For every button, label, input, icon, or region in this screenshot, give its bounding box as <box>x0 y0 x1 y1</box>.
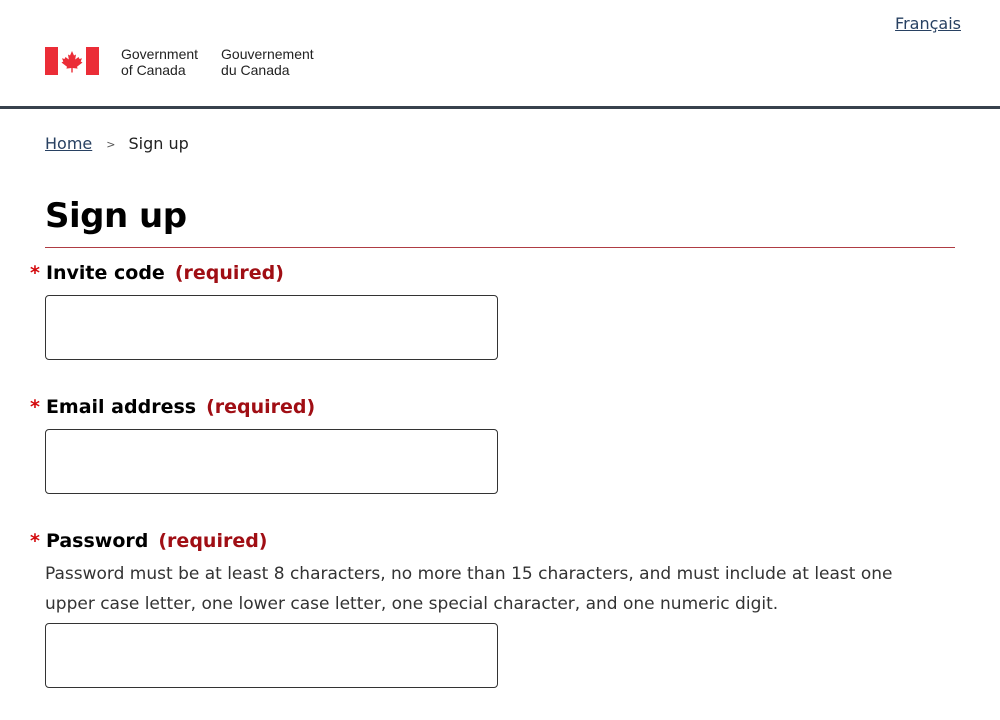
email-address-input[interactable] <box>45 429 498 494</box>
required-indicator: (required) <box>206 396 316 418</box>
breadcrumb <box>45 134 189 153</box>
signature-french <box>221 46 314 78</box>
required-asterisk: * <box>30 396 40 418</box>
canada-flag-icon <box>45 47 99 75</box>
header-divider <box>0 106 1000 109</box>
signature-fr-line1: Gouvernement <box>221 46 314 62</box>
required-indicator: (required) <box>174 262 284 284</box>
password-hint: Password must be at least 8 characters, no more than 15 characters, and must include at least one upper case letter, one lower case letter, one special character, and one numeric digit. <box>45 564 893 614</box>
required-indicator: (required) <box>158 530 268 552</box>
signature-fr-line2: du Canada <box>221 62 290 78</box>
signature-en-line1: Government <box>121 46 199 62</box>
signature-english <box>121 46 198 78</box>
password-input[interactable] <box>45 623 498 688</box>
invite-code-input[interactable] <box>45 295 498 360</box>
government-signature-logo[interactable] <box>45 46 314 78</box>
breadcrumb-separator-icon: > <box>106 138 116 151</box>
required-asterisk: * <box>30 262 40 284</box>
password-label <box>30 530 268 552</box>
title-underline <box>45 247 955 248</box>
page-title: Sign up <box>45 196 187 236</box>
signature-en-line2: of Canada <box>121 62 186 78</box>
invite-code-label <box>30 262 284 284</box>
email-address-label-text: Email address <box>45 396 197 418</box>
invite-code-label-text: Invite code <box>45 262 165 284</box>
breadcrumb-home-link[interactable]: Home <box>45 134 93 153</box>
password-label-text: Password <box>45 530 149 552</box>
breadcrumb-current: Sign up <box>128 134 189 153</box>
language-toggle-link[interactable]: Français <box>895 14 961 33</box>
required-asterisk: * <box>30 530 40 552</box>
email-address-label <box>30 396 315 418</box>
